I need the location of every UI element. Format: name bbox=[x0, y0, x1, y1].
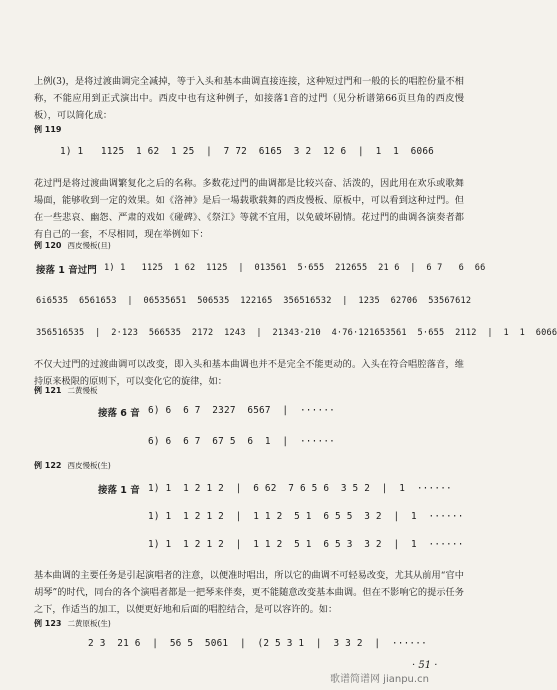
example-123-label: 例 123 二黄原板(生) bbox=[34, 619, 111, 628]
ex119-score-line: 1) 1 1125 1 62 1 25 | 7 72 6165 3 2 12 6 | 1 1 6066 bbox=[60, 146, 435, 157]
ex121-row-label: 接落 6 音 bbox=[98, 408, 140, 419]
ex122-score-line-1: 1) 1 1 2 1 2 | 6 62 7 6 5 6 3 5 2 | 1 ······ bbox=[148, 483, 452, 494]
example-121-label: 例 121 二黄慢板 bbox=[34, 386, 98, 395]
paragraph-variation: 不仅大过門的过渡曲调可以改变，即入头和基本曲调也并不是完全不能更动的。入头在符合唱腔落音，维持原来极限的原则下，可以变化它的旋律，如： bbox=[34, 359, 464, 388]
example-122-label: 例 122 西皮慢板(生) bbox=[34, 461, 111, 470]
ex120-score-line-1: 1) 1 1125 1 62 1125 | 013561 5·655 212655 21 6 | 6 7 6 66 bbox=[104, 263, 486, 273]
ex123-score-line-1: 2 3 21 6 | 56 5 5061 | (2 5 3 1 | 3 3 2 | ······ bbox=[88, 638, 427, 649]
example-120-label: 例 120 西皮慢板(旦) bbox=[34, 241, 111, 250]
paragraph-base-melody: 基本曲调的主要任务是引起演唱者的注意，以便准时唱出，所以它的曲调不可轻易改变，尤其从前用“官中胡琴”的时代，同台的各个演唱者都是一把琴来伴奏，更不能随意改变基本曲调。但在不影响它的提示任务之下，作适当的加工，以便更好地和后面的唱腔结合，是可以容许的。如： bbox=[34, 570, 464, 616]
ex120-score-line-3: 356516535 | 2·123 566535 2172 1243 | 21343·210 4·76·121653561 5·655 2112 | 1 1 6066 bbox=[36, 328, 557, 338]
ex120-score-line-2: 6i6535 6561653 | 06535651 506535 122165 356516532 | 1235 62706 53567612 bbox=[36, 296, 472, 306]
paragraph-flower-transition: 花过門是将过渡曲调繁复化之后的名称。多数花过門的曲调都是比较兴奋、活泼的，因此用在欢乐或歌舞場面，能够收到一定的效果。如《洛神》是后一場载歌载舞的西皮慢板、原板中，可以看到这种过門。但在一些悲哀、幽怨、严肃的戏如《碰碑》、《祭江》等就不宜用，以免破坏剧情。花过門的曲调各演奏者都有自己的一套，不尽相同，现在举例如下： bbox=[34, 178, 464, 241]
paragraph-intro: 上例(3)，是将过渡曲调完全减掉，等于入头和基本曲调直接连接，这种短过門和一般的长的唱腔份量不相称，不能应用到正式演出中。西皮中也有这种例子，如接落1音的过門（见分析谱第66页旦角的西皮慢板），可以简化成： bbox=[34, 76, 464, 122]
ex122-score-line-3: 1) 1 1 2 1 2 | 1 1 2 5 1 6 5 3 3 2 | 1 ······ bbox=[148, 539, 464, 550]
watermark: 歌谱简谱网 jianpu.cn bbox=[330, 674, 429, 685]
ex122-score-line-2: 1) 1 1 2 1 2 | 1 1 2 5 1 6 5 5 3 2 | 1 ······ bbox=[148, 511, 464, 522]
example-119-label: 例 119 bbox=[34, 125, 62, 134]
page-number: · 51 · bbox=[412, 660, 438, 671]
ex121-score-line-1: 6) 6 6 7 2327 6567 | ······ bbox=[148, 405, 336, 416]
ex121-score-line-2: 6) 6 6 7 67 5 6 1 | ······ bbox=[148, 436, 336, 447]
ex122-row-label: 接落 1 音 bbox=[98, 485, 140, 496]
ex120-row-label: 接落 1 音过門 bbox=[36, 265, 97, 276]
